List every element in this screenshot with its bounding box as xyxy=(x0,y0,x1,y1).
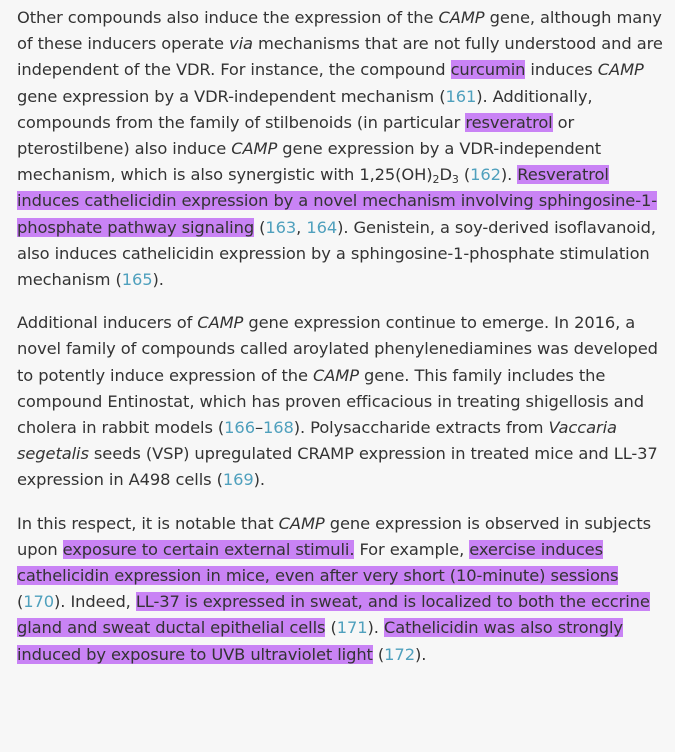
highlighted-text: exercise induces cathelicidin expression in mice, even after very short (10-minute) sessions xyxy=(17,539,619,586)
highlighted-text: Cathelicidin was also strongly induced by exposure to UVB ultraviolet light xyxy=(17,618,623,664)
text-run: ). xyxy=(253,470,265,490)
text-run: In this respect, it is notable that xyxy=(17,513,279,533)
text-run: For example, xyxy=(354,539,470,559)
italic-text: CAMP xyxy=(597,60,644,80)
text-run: ). Polysaccharide extracts from xyxy=(293,418,549,438)
text-run: ). xyxy=(152,270,164,290)
text-run: ). Indeed, xyxy=(54,592,136,612)
reference-link[interactable]: 171 xyxy=(336,618,368,638)
text-run: gene expression is observed in subjects upon xyxy=(17,513,652,559)
reference-link[interactable]: 166 xyxy=(224,418,255,438)
reference-link[interactable]: 164 xyxy=(306,217,338,237)
text-run: ). xyxy=(367,618,384,638)
italic-text: CAMP xyxy=(278,513,325,533)
highlighted-text: resveratrol xyxy=(465,112,553,132)
text-run: gene. This family includes the compound Entinostat, which has proven efficacious in treating shigellosis and cholera in rabbit models ( xyxy=(17,365,645,438)
italic-text: Vaccaria segetalis xyxy=(17,418,617,464)
text-run: gene, although many of these inducers operate xyxy=(17,8,662,54)
subscript: 3 xyxy=(451,173,459,187)
text-run: ). xyxy=(500,165,518,185)
text-run: ). Genistein, a soy-derived isoflavanoid, also induces cathelicidin expression by a sphingosine-1-phosphate stimulation mechanism ( xyxy=(17,217,656,290)
highlighted-text: LL-37 is expressed in sweat, and is localized to both the eccrine gland and sweat ductal epithelial cells xyxy=(17,592,650,638)
text-run: ). Additionally, compounds from the family of stilbenoids (in particular xyxy=(17,86,593,132)
text-run: – xyxy=(254,418,263,438)
text-run: D xyxy=(439,165,452,185)
italic-text: CAMP xyxy=(438,8,485,27)
reference-link[interactable]: 161 xyxy=(445,86,477,106)
text-run: ( xyxy=(17,592,24,612)
text-run: gene expression by a VDR-independent mechanism ( xyxy=(17,86,446,106)
text-run: or pterostilbene) also induce xyxy=(17,112,575,159)
italic-text: CAMP xyxy=(197,313,244,333)
reference-link[interactable]: 170 xyxy=(23,592,55,612)
reference-link[interactable]: 168 xyxy=(263,418,294,438)
italic-text: CAMP xyxy=(312,365,359,385)
reference-link[interactable]: 163 xyxy=(265,217,297,237)
text-run: ( xyxy=(325,618,337,638)
text-run: ( xyxy=(372,644,385,664)
text-run: induces xyxy=(525,60,598,80)
text-run: gene expression by a VDR-independent mechanism, which is also synergistic with 1,25(OH) xyxy=(17,139,601,185)
paragraph-emerging-inducers xyxy=(17,310,665,493)
highlighted-text: Resveratrol induces cathelicidin expression by a novel mechanism involving sphingosine-1-phosphate pathway signaling xyxy=(17,165,658,237)
text-run: Additional inducers of xyxy=(17,313,198,333)
highlighted-text: exposure to certain external stimuli. xyxy=(62,539,355,559)
reference-link[interactable]: 165 xyxy=(121,270,153,290)
reference-link[interactable]: 172 xyxy=(384,644,415,664)
text-run: ). xyxy=(414,644,427,664)
text-run: , xyxy=(296,217,307,237)
paragraph-external-stimuli xyxy=(17,511,665,668)
italic-text: CAMP xyxy=(231,139,278,159)
text-run: gene expression continue to emerge. In 2016, a novel family of compounds called aroylated phenylenediamines was developed to potently induce expression of the xyxy=(17,313,658,385)
highlighted-text: curcumin xyxy=(450,60,526,80)
text-run: Other compounds also induce the expression of the xyxy=(17,8,439,27)
italic-text: via xyxy=(229,34,253,54)
text-run: seeds (VSP) upregulated CRAMP expression in treated mice and LL-37 expression in A498 cells ( xyxy=(17,444,658,490)
text-run: ( xyxy=(458,165,471,185)
paragraph-inducers xyxy=(17,5,665,293)
text-run: mechanisms that are not fully understood and are independent of the VDR. For instance, the compound xyxy=(17,34,663,80)
subscript: 2 xyxy=(432,173,440,187)
reference-link[interactable]: 162 xyxy=(470,165,501,185)
text-run: ( xyxy=(254,217,266,237)
reference-link[interactable]: 169 xyxy=(222,470,254,490)
